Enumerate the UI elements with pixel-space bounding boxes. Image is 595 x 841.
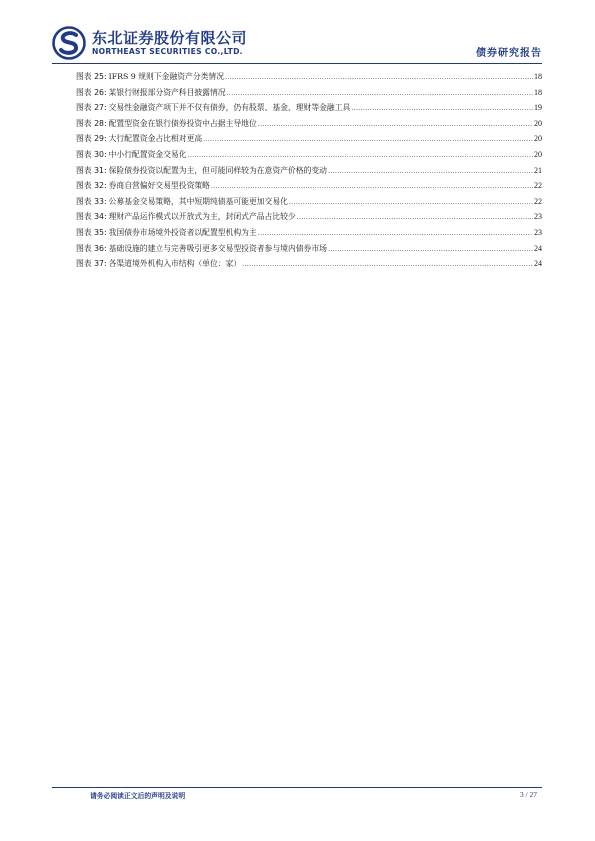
footer-divider: [52, 787, 542, 788]
toc-entry-title[interactable]: 保险债券投资以配置为主，但可能同样较为在意资产价格的变动: [108, 165, 327, 175]
toc-entry-label: 图表 30:: [76, 149, 107, 159]
toc-entry-label: 图表 31:: [76, 165, 107, 175]
toc-entry-page[interactable]: 18: [534, 72, 542, 81]
toc-dot-leader: [203, 136, 533, 143]
toc-entry-page[interactable]: 20: [534, 134, 542, 144]
toc-entry-label: 图表 33:: [76, 196, 107, 206]
toc-entry-title[interactable]: 某银行财报部分资产科目披露情况: [108, 87, 226, 97]
toc-entry-page[interactable]: 22: [534, 196, 542, 206]
toc-entry-page[interactable]: 24: [534, 243, 542, 253]
toc-entry-label: 图表 36:: [76, 243, 107, 253]
toc-entry-title[interactable]: 大行配置资金占比相对更高: [108, 134, 203, 144]
toc-entry-title[interactable]: 中小行配置资金交易化: [108, 149, 187, 159]
toc-entry-label: 图表 32:: [76, 181, 107, 191]
toc-entry-title[interactable]: 公募基金交易策略，其中短期纯债基可能更加交易化: [108, 196, 288, 206]
disclaimer-note: 请务必阅读正文后的声明及说明: [90, 792, 186, 800]
toc-dot-leader: [188, 152, 533, 159]
toc-entry-title[interactable]: 券商自营偏好交易型投资策略: [108, 181, 210, 191]
toc-entry-page[interactable]: 20: [534, 118, 542, 128]
page-header: [52, 26, 542, 62]
toc-entry-label: 图表 37:: [76, 259, 107, 269]
toc-entry-page[interactable]: 18: [534, 87, 542, 97]
toc-dot-leader: [227, 90, 533, 97]
toc-entry-label: 图表 26:: [76, 87, 107, 97]
toc-entry-page[interactable]: 21: [534, 165, 542, 175]
toc-entry[interactable]: [76, 243, 542, 259]
toc-entry-page[interactable]: 22: [534, 181, 542, 191]
toc-entry-label: 图表 34:: [76, 212, 107, 222]
toc-entry-title[interactable]: 配置型资金在银行债券投资中占据主导地位: [108, 118, 257, 128]
toc-dot-leader: [258, 121, 533, 128]
toc-entry[interactable]: [76, 165, 542, 181]
northeast-securities-logo-icon: [52, 26, 86, 60]
header-divider: [52, 63, 542, 64]
toc-dot-leader: [328, 246, 533, 253]
toc-dot-leader: [242, 261, 533, 268]
toc-dot-leader: [351, 105, 533, 112]
toc-entry[interactable]: [76, 71, 542, 87]
toc-entry[interactable]: [76, 227, 542, 243]
toc-entry-page[interactable]: 20: [534, 149, 542, 159]
toc-entry-label: 图表 29:: [76, 134, 107, 144]
toc-entry[interactable]: [76, 258, 542, 274]
page-number: 3 / 27: [519, 790, 537, 799]
toc-entry-label: 图表 35:: [76, 227, 107, 237]
company-name-cn: 东北证券股份有限公司: [92, 29, 248, 47]
toc-dot-leader: [211, 183, 533, 190]
toc-entry-title[interactable]: 我国债券市场境外投资者以配置型机构为主: [108, 227, 257, 237]
toc-entry-title[interactable]: IFRS 9 规则下金融资产分类情况: [108, 72, 225, 81]
toc-entry[interactable]: [76, 211, 542, 227]
toc-dot-leader: [328, 168, 533, 175]
toc-entry-title[interactable]: 各渠道境外机构入市结构（单位：家）: [108, 259, 242, 269]
toc-entry-title[interactable]: 交易性金融资产项下并不仅有债券，仍有股票、基金、理财等金融工具: [108, 103, 351, 113]
toc-entry[interactable]: [76, 196, 542, 212]
toc-entry[interactable]: [76, 149, 542, 165]
toc-dot-leader: [225, 74, 533, 81]
toc-dot-leader: [297, 214, 533, 221]
toc-entry-title[interactable]: 基础设施的建立与完善吸引更多交易型投资者参与境内债券市场: [108, 243, 327, 253]
toc-entry[interactable]: [76, 87, 542, 103]
toc-entry[interactable]: [76, 118, 542, 134]
report-type: 债券研究报告: [476, 48, 542, 59]
toc-entry-label: 图表 27:: [76, 103, 107, 113]
toc-entry-label: 图表 25:: [76, 72, 107, 81]
toc-entry[interactable]: [76, 133, 542, 149]
toc-entry-page[interactable]: 23: [534, 227, 542, 237]
toc-entry-title[interactable]: 理财产品运作模式以开放式为主，封闭式产品占比较少: [108, 212, 296, 222]
toc-entry-label: 图表 28:: [76, 118, 107, 128]
toc-entry-page[interactable]: 24: [534, 259, 542, 269]
toc-entry-page[interactable]: 23: [534, 212, 542, 222]
table-of-figures: [76, 71, 542, 274]
toc-dot-leader: [258, 230, 533, 237]
toc-entry[interactable]: [76, 102, 542, 118]
toc-entry-page[interactable]: 19: [534, 103, 542, 113]
toc-entry[interactable]: [76, 180, 542, 196]
company-name-en: NORTHEAST SECURITIES CO.,LTD.: [92, 47, 243, 56]
toc-dot-leader: [289, 199, 533, 206]
